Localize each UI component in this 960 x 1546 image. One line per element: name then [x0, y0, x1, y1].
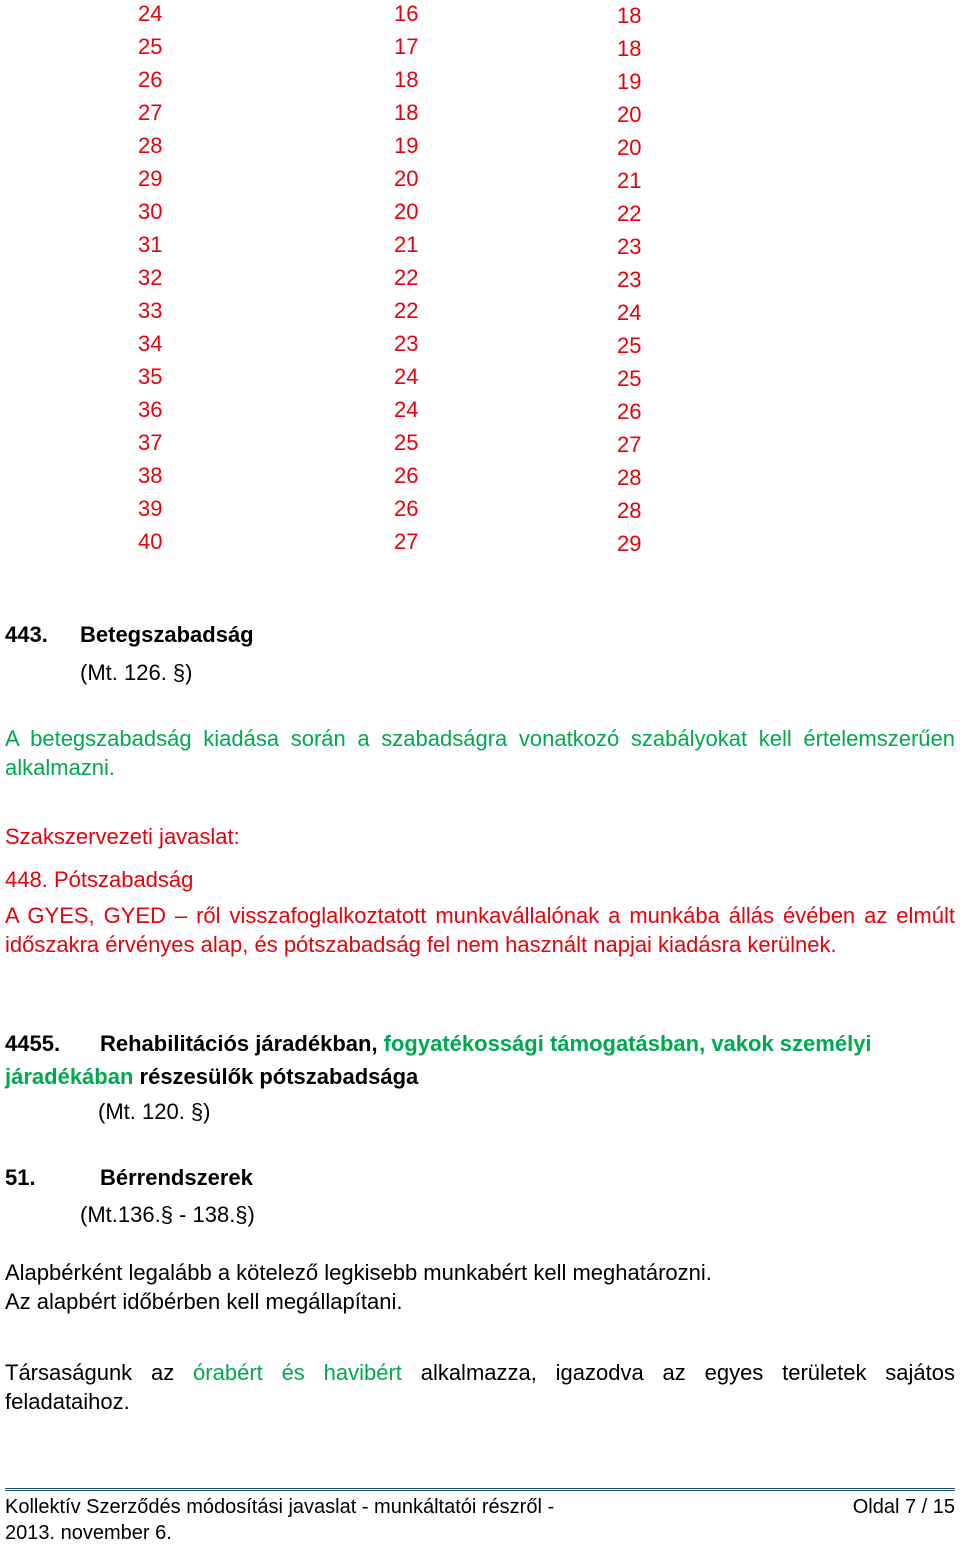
table-cell: 26: [617, 399, 642, 424]
table-cell: 24: [394, 364, 419, 389]
table-cell: 22: [617, 201, 642, 226]
title-part-recipients: részesülők pótszabadsága: [133, 1064, 419, 1089]
table-cell: 28: [617, 498, 642, 523]
table-cell: 25: [394, 430, 419, 455]
table-cell: 35: [138, 364, 163, 389]
table-cell: 22: [394, 298, 419, 323]
proposal-body: A GYES, GYED – ről visszafoglalkoztatott munkavállalónak a munkába állás évében az elmúlt időszakra érvényes alap, és pótszabadság fel nem használt napjai kiadásra kerülnek.: [5, 903, 955, 957]
section-title: Bérrendszerek: [100, 1165, 253, 1190]
table-cell: 27: [617, 432, 642, 457]
section-title: Betegszabadság: [80, 622, 254, 647]
table-cell: 28: [138, 133, 163, 158]
proposal-number: 448.: [5, 867, 48, 892]
table-cell: 23: [617, 267, 642, 292]
table-cell: 23: [617, 234, 642, 259]
table-cell: 26: [394, 496, 419, 521]
footer-document-info: [5, 1494, 605, 1546]
table-cell: 18: [394, 67, 419, 92]
table-cell: 37: [138, 430, 163, 455]
table-cell: 26: [394, 463, 419, 488]
vacation-days-table: [0, 0, 960, 560]
section-51-paragraph: [5, 1358, 955, 1416]
table-cell: 24: [617, 300, 642, 325]
section-number: 443.: [5, 622, 48, 647]
table-cell: 28: [617, 465, 642, 490]
proposal-heading: [5, 865, 955, 894]
section-51-line1: Alapbérként legalább a kötelező legkisebb munkabért kell meghatározni.: [5, 1260, 712, 1285]
table-cell: 34: [138, 331, 163, 356]
paragraph-start: Társaságunk az: [5, 1360, 194, 1385]
table-cell: 40: [138, 529, 163, 554]
union-proposal-label: Szakszervezeti javaslat:: [5, 824, 240, 849]
table-cell: 36: [138, 397, 163, 422]
title-part-disability: fogyatékossági támogatásban, vakok személyi járadékában: [5, 1031, 872, 1089]
table-cell: 20: [394, 166, 419, 191]
table-cell: 27: [138, 100, 163, 125]
footer-rule: [5, 1490, 955, 1491]
table-cell: 31: [138, 232, 163, 257]
table-cell: 16: [394, 1, 419, 26]
table-cell: 27: [394, 529, 419, 554]
table-cell: 21: [617, 168, 642, 193]
table-cell: 33: [138, 298, 163, 323]
section-51-line2: Az alapbért időbérben kell megállapítani.: [5, 1289, 403, 1314]
table-cell: 20: [617, 135, 642, 160]
footer-date: 2013. november 6.: [5, 1522, 172, 1544]
section-number: 4455.: [5, 1031, 61, 1056]
table-column-age: [138, 0, 162, 558]
table-cell: 17: [394, 34, 419, 59]
page-number: Oldal 7 / 15: [852, 1496, 955, 1518]
title-separator: ,: [371, 1031, 384, 1056]
table-cell: 29: [138, 166, 163, 191]
section-443-body: A betegszabadság kiadása során a szabadságra vonatkozó szabályokat kell értelemszerűen alkalmazni.: [5, 726, 955, 780]
section-51-reference: (Mt.136.§ - 138.§): [80, 1202, 255, 1227]
table-cell: 20: [617, 102, 642, 127]
paragraph-highlight: órabért és havibért: [193, 1360, 402, 1385]
table-cell: 22: [394, 265, 419, 290]
table-cell: 26: [138, 67, 163, 92]
table-cell: 32: [138, 265, 163, 290]
paragraph-end: alkalmazza, igazodva az egyes területek sajátos feladataihoz.: [5, 1360, 956, 1414]
table-cell: 19: [617, 69, 642, 94]
table-cell: 21: [394, 232, 419, 257]
section-number: 51.: [5, 1165, 36, 1190]
section-4455-reference: (Mt. 120. §): [98, 1099, 211, 1124]
title-part-rehab: Rehabilitációs járadékban: [100, 1031, 372, 1056]
section-51-heading: [5, 1163, 955, 1192]
table-cell: 38: [138, 463, 163, 488]
table-cell: 20: [394, 199, 419, 224]
section-4455-heading: [5, 1027, 955, 1093]
table-cell: 39: [138, 496, 163, 521]
table-column-new-days: [617, 0, 641, 560]
table-cell: 19: [394, 133, 419, 158]
table-cell: 23: [394, 331, 419, 356]
table-cell: 18: [617, 36, 642, 61]
table-cell: 24: [394, 397, 419, 422]
proposal-title: Pótszabadság: [53, 867, 194, 892]
table-cell: 25: [617, 366, 642, 391]
table-cell: 25: [617, 333, 642, 358]
section-443-reference: (Mt. 126. §): [80, 660, 193, 685]
table-cell: 24: [138, 1, 163, 26]
table-cell: 29: [617, 531, 642, 556]
footer-rule: [5, 1488, 955, 1489]
table-cell: 25: [138, 34, 163, 59]
table-cell: 30: [138, 199, 163, 224]
table-cell: 18: [394, 100, 419, 125]
table-cell: 18: [617, 3, 642, 28]
section-443-heading: [5, 620, 955, 649]
table-column-days: [394, 0, 418, 558]
footer-title: Kollektív Szerződés módosítási javaslat - munkáltatói részről -: [5, 1496, 555, 1518]
